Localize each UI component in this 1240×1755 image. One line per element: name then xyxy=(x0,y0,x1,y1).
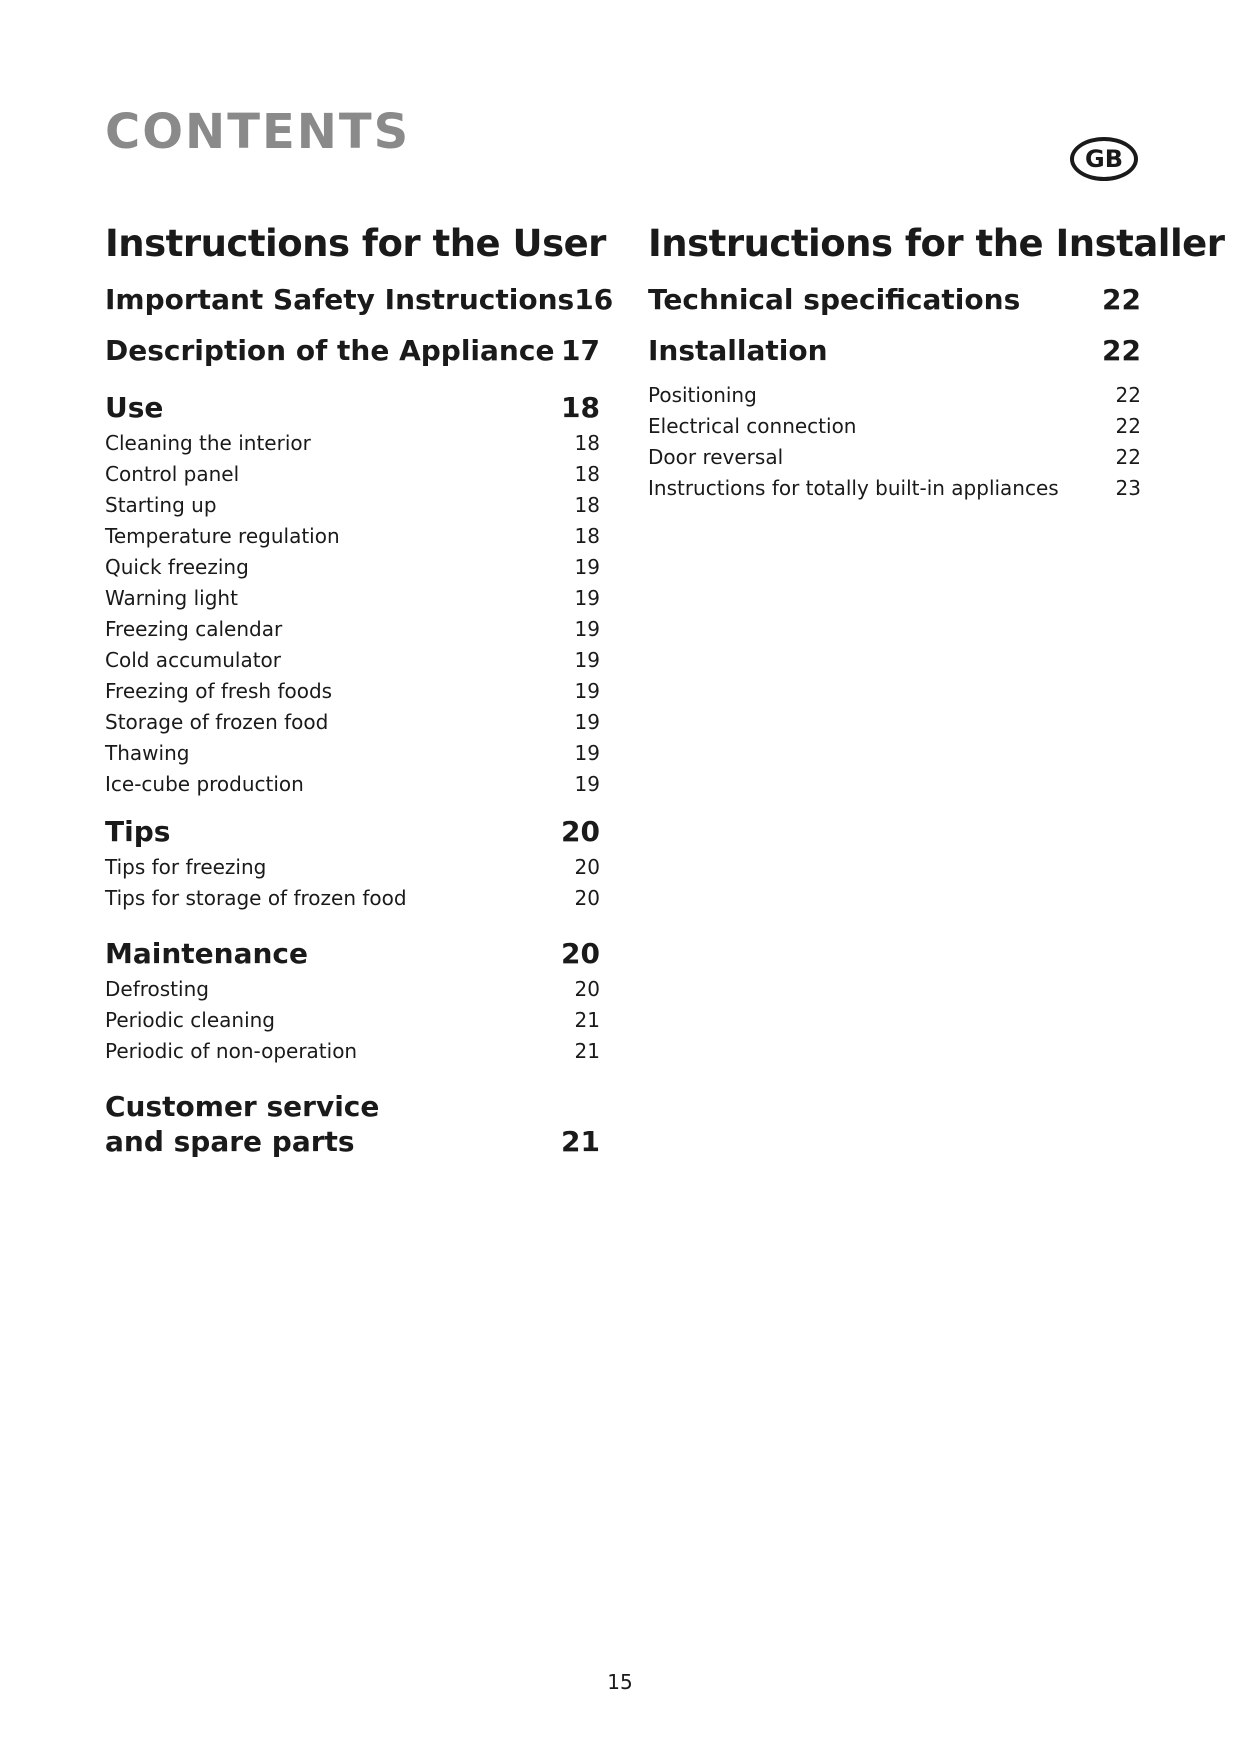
toc-entry-label: Storage of frozen food xyxy=(105,710,329,734)
toc-subentry[interactable] xyxy=(105,490,600,521)
toc-subentry[interactable] xyxy=(105,769,600,800)
toc-entry-safety[interactable] xyxy=(105,274,614,325)
toc-section-heading[interactable] xyxy=(105,1089,600,1159)
toc-entry-page: 19 xyxy=(574,710,600,734)
toc-entry-page: 19 xyxy=(574,617,600,641)
toc-entry-label: Control panel xyxy=(105,462,240,486)
toc-entry-label: Periodic of non-operation xyxy=(105,1039,358,1063)
toc-entry-technical-specifications[interactable] xyxy=(648,274,1141,325)
toc-entry-label: Customer service and spare parts xyxy=(105,1090,380,1158)
toc-entry-page: 16 xyxy=(574,283,614,316)
toc-entry-page: 18 xyxy=(574,462,600,486)
toc-section-heading[interactable] xyxy=(105,812,600,852)
toc-entry-label: Tips xyxy=(105,815,171,848)
toc-entry-page: 21 xyxy=(574,1039,600,1063)
toc-entry-page: 20 xyxy=(561,815,600,848)
toc-entry-label: Tips for freezing xyxy=(105,855,267,879)
toc-entry-page: 22 xyxy=(1115,445,1141,469)
page-number: 15 xyxy=(607,1670,633,1694)
user-instructions-column xyxy=(105,222,614,1159)
toc-entry-label: Technical specifications xyxy=(648,283,1021,316)
toc-subentry[interactable] xyxy=(105,852,600,883)
toc-section-heading[interactable] xyxy=(105,934,600,974)
toc-entry-label: Important Safety Instructions xyxy=(105,283,575,316)
toc-section-use xyxy=(105,388,600,800)
toc-entry-page: 17 xyxy=(561,334,600,367)
toc-entry-label: Thawing xyxy=(105,741,190,765)
toc-subentry[interactable] xyxy=(105,738,600,769)
toc-entry-page: 22 xyxy=(1115,414,1141,438)
toc-entry-page: 23 xyxy=(1115,476,1141,500)
toc-subentry[interactable] xyxy=(105,521,600,552)
toc-entry-label: Quick freezing xyxy=(105,555,249,579)
toc-entry-label: Periodic cleaning xyxy=(105,1008,275,1032)
toc-entry-label: Installation xyxy=(648,334,828,367)
toc-entry-page: 19 xyxy=(574,555,600,579)
toc-section-maintenance xyxy=(105,934,600,1067)
toc-entry-page: 19 xyxy=(574,741,600,765)
toc-subentry[interactable] xyxy=(105,552,600,583)
toc-entry-label: Electrical connection xyxy=(648,414,857,438)
toc-subentry[interactable] xyxy=(105,459,600,490)
toc-entry-label: Freezing of fresh foods xyxy=(105,679,333,703)
toc-entry-label: Maintenance xyxy=(105,937,309,970)
toc-entry-label: Door reversal xyxy=(648,445,784,469)
toc-entry-label: Description of the Appliance xyxy=(105,334,555,367)
toc-entry-page: 21 xyxy=(561,1125,600,1158)
toc-subentry[interactable] xyxy=(105,707,600,738)
toc-entry-page: 22 xyxy=(1102,283,1141,316)
toc-entry-page: 20 xyxy=(574,886,600,910)
toc-entry-page: 18 xyxy=(574,431,600,455)
toc-entry-label: Cold accumulator xyxy=(105,648,282,672)
toc-section-heading[interactable] xyxy=(105,388,600,428)
toc-entry-page: 20 xyxy=(574,977,600,1001)
toc-entry-description[interactable] xyxy=(105,325,600,376)
toc-entry-label: Freezing calendar xyxy=(105,617,283,641)
toc-entry-page: 20 xyxy=(574,855,600,879)
toc-entry-page: 20 xyxy=(561,937,600,970)
toc-entry-label: Defrosting xyxy=(105,977,209,1001)
page-title: CONTENTS xyxy=(105,104,411,160)
user-instructions-title: Instructions for the User xyxy=(105,222,606,265)
toc-subentry[interactable] xyxy=(105,645,600,676)
toc-subentry[interactable] xyxy=(105,883,600,914)
toc-subentry[interactable] xyxy=(105,676,600,707)
toc-subentry[interactable] xyxy=(105,1036,600,1067)
toc-entry-page: 19 xyxy=(574,648,600,672)
toc-entry-page: 18 xyxy=(561,391,600,424)
installer-instructions-title: Instructions for the Installer xyxy=(648,222,1225,265)
toc-entry-page: 19 xyxy=(574,586,600,610)
toc-entry-label: Instructions for totally built-in appliances xyxy=(648,476,1059,500)
toc-entry-label: Use xyxy=(105,391,164,424)
language-badge: GB xyxy=(1070,137,1138,181)
toc-entry-page: 19 xyxy=(574,772,600,796)
toc-subentry[interactable] xyxy=(648,473,1141,504)
toc-entry-label: Warning light xyxy=(105,586,238,610)
toc-subentry[interactable] xyxy=(648,411,1141,442)
toc-entry-page: 22 xyxy=(1115,383,1141,407)
toc-entry-page: 19 xyxy=(574,679,600,703)
toc-entry-page: 18 xyxy=(574,493,600,517)
toc-entry-page: 18 xyxy=(574,524,600,548)
toc-section-installation-items xyxy=(648,380,1141,504)
toc-entry-installation[interactable] xyxy=(648,325,1141,376)
toc-entry-page: 21 xyxy=(574,1008,600,1032)
toc-entry-label: Starting up xyxy=(105,493,217,517)
installer-instructions-column xyxy=(648,222,1225,504)
toc-entry-label: Positioning xyxy=(648,383,757,407)
toc-entry-label: Temperature regulation xyxy=(105,524,340,548)
toc-subentry[interactable] xyxy=(648,380,1141,411)
toc-entry-page: 22 xyxy=(1102,334,1141,367)
toc-entry-label: Cleaning the interior xyxy=(105,431,311,455)
toc-subentry[interactable] xyxy=(105,614,600,645)
toc-subentry[interactable] xyxy=(105,1005,600,1036)
toc-entry-label: Ice-cube production xyxy=(105,772,304,796)
toc-subentry[interactable] xyxy=(648,442,1141,473)
toc-section-tips xyxy=(105,812,600,914)
toc-section-customer-service xyxy=(105,1089,600,1159)
toc-subentry[interactable] xyxy=(105,974,600,1005)
toc-entry-label: Tips for storage of frozen food xyxy=(105,886,407,910)
toc-subentry[interactable] xyxy=(105,583,600,614)
toc-subentry[interactable] xyxy=(105,428,600,459)
